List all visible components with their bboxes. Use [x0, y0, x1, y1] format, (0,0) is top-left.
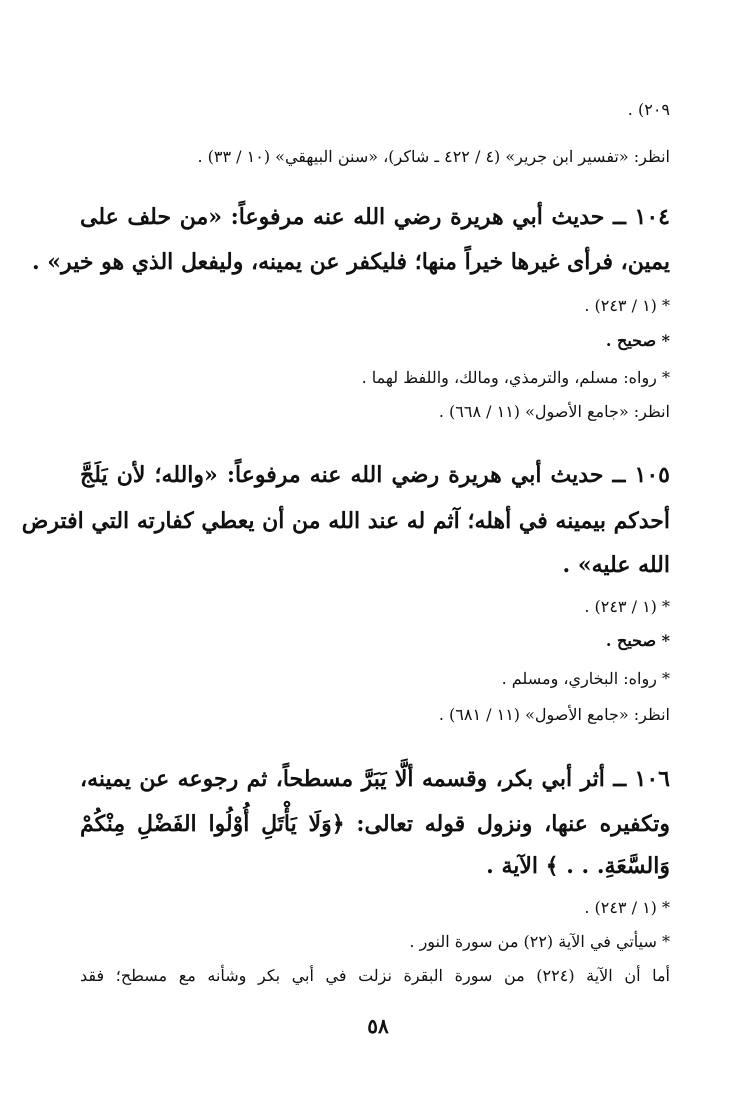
- hadith-104-ref: * (١ / ٢٤٣) .: [584, 296, 670, 315]
- athar-106-text-end: وَالسَّعَةِ. . . ﴾ الآية .: [486, 853, 670, 879]
- athar-106-note: * سيأتي في الآية (٢٢) من سورة النور .: [409, 932, 670, 951]
- hadith-105-narrators: * رواه: البخاري، ومسلم .: [501, 669, 670, 688]
- hadith-105-title: ١٠٥ ــ حديث أبي هريرة رضي الله عنه مرفوعاً: «والله؛ لأن يَلَجَّ: [80, 462, 670, 488]
- athar-106-ref: * (١ / ٢٤٣) .: [584, 898, 670, 917]
- hadith-105-text-end: الله عليه» .: [562, 552, 670, 578]
- athar-106-text: وتكفيره عنها، ونزول قوله تعالى: ﴿وَلَا يَأْتَلِ أُوْلُوا الفَضْلِ مِنْكُمْ: [80, 811, 670, 837]
- hadith-105-ref: * (١ / ٢٤٣) .: [584, 597, 670, 616]
- hadith-104-narrators: * رواه: مسلم، والترمذي، ومالك، واللفظ لهما .: [361, 368, 670, 387]
- athar-106-discussion: أما أن الآية (٢٢٤) من سورة البقرة نزلت في أبي بكر وشأنه مع مسطح؛ فقد: [80, 966, 670, 985]
- hadith-105-see: انظر: «جامع الأصول» (١١ / ٦٨١) .: [438, 705, 670, 724]
- line-2: انظر: «تفسير ابن جرير» (٤ / ٤٢٢ ـ شاكر)، «سنن البيهقي» (١٠ / ٣٣) .: [197, 147, 670, 166]
- hadith-104-grade: * صحيح .: [605, 331, 670, 350]
- hadith-104-title: ١٠٤ ــ حديث أبي هريرة رضي الله عنه مرفوعاً: «من حلف على: [80, 204, 670, 230]
- hadith-105-text: أحدكم بيمينه في أهله؛ آثم له عند الله من أن يعطي كفارته التي افترض: [21, 508, 670, 534]
- hadith-104-see: انظر: «جامع الأصول» (١١ / ٦٦٨) .: [438, 402, 670, 421]
- hadith-105-grade: * صحيح .: [605, 631, 670, 650]
- page-number: ٥٨: [367, 1014, 389, 1038]
- hadith-104-text: يمين، فرأى غيرها خيراً منها؛ فليكفر عن يمينه، وليفعل الذي هو خير» .: [31, 249, 670, 275]
- line-1: ٢٠٩) .: [627, 100, 670, 119]
- athar-106-title: ١٠٦ ــ أثر أبي بكر، وقسمه ألَّا يَبَرَّ مسطحاً، ثم رجوعه عن يمينه،: [80, 766, 670, 792]
